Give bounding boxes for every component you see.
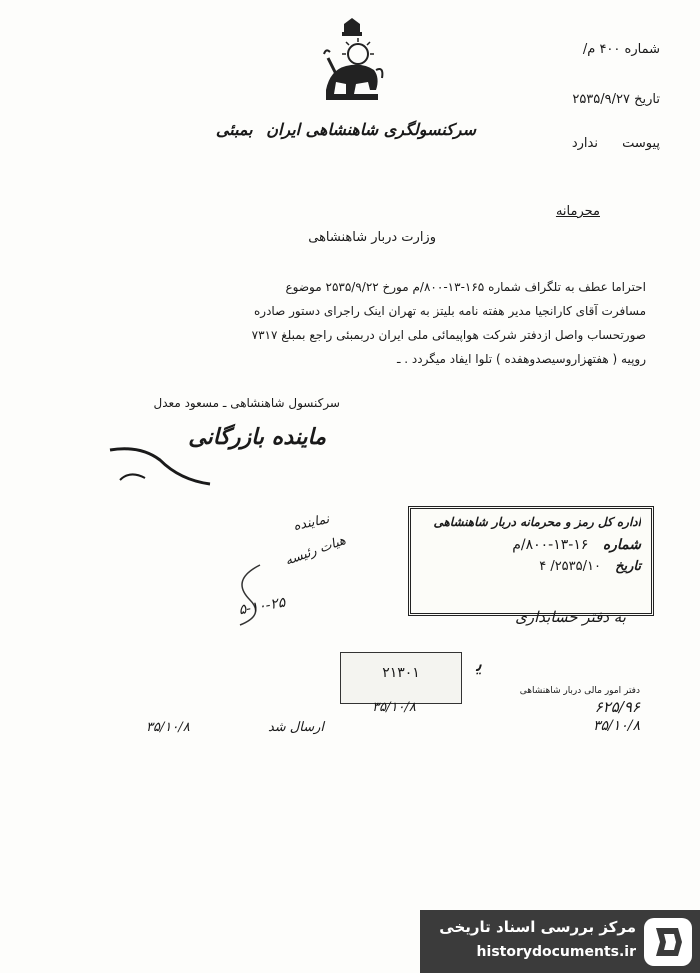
watermark-band [420, 910, 700, 973]
date-label: تاریخ [634, 92, 660, 107]
small-stamp-receipt [340, 652, 462, 704]
stamp-date-value: ۲۵۳۵/۱۰/ ۴ [539, 559, 601, 574]
watermark-title: مرکز بررسی اسناد تاریخی [439, 918, 636, 936]
stamp-date-row [421, 559, 641, 574]
body-line-2: مسافرت آقای کارانجیا مدیر هفته نامه بلیتز به تهران اینک راجرای دستور صادره [254, 304, 646, 318]
signatory-line: سرکنسول شاهنشاهی ـ مسعود معدل [153, 396, 340, 410]
finance-stamp-line-2: ۶۲۵/۹۶ [594, 698, 640, 716]
number-label: شماره [624, 42, 660, 57]
annotation-right: به دفتر حسابداری [515, 608, 626, 626]
attachment-value: ندارد [571, 136, 598, 151]
watermark-logo-icon [642, 916, 694, 968]
annotation-bottom-sent: ارسال شد [267, 720, 324, 735]
finance-stamp-line-1: دفتر امور مالی دربار شاهنشاهی [519, 686, 640, 696]
lion-and-sun-emblem [316, 18, 388, 110]
body-line-3: صورتحساب واصل ازدفتر شرکت هواپیمائی ملی ایران دربمبئی راجع بمبلغ ۷۳۱۷ [251, 328, 646, 342]
signature-flourish [100, 440, 220, 490]
finance-stamp-line-3: ۳۵/۱۰/۸ [592, 718, 640, 734]
date-value: ۲۵۳۵/۹/۲۷ [572, 92, 630, 107]
finance-office-stamp [500, 686, 640, 734]
stamp-date-label: تاریخ [615, 559, 641, 574]
initial-mark: ﯾ [476, 652, 483, 677]
annotation-bottom-date: ۳۵/۱۰/۸ [146, 720, 190, 735]
body-line-4: روپیه ( هفتهزاروسیصدوهفده ) تلوا ایفاد میگردد . ـ [396, 352, 646, 366]
recipient-line: وزارت دربار شاهنشاهی [308, 230, 436, 245]
annotation-left-2: هیات رئیسه [283, 533, 348, 569]
classification-label: محرمانه [555, 204, 600, 219]
body-line-1: احتراما عطف به تلگراف شماره ۱۶۵-۱۳-۸۰۰/م مورخ ۲۵۳۵/۹/۲۲ موضوع [285, 280, 646, 294]
stamp-number-label: شماره [602, 537, 641, 553]
consulate-name: سرکنسولگری شاهنشاهی ایران [266, 120, 476, 139]
small-stamp-receipt-date: ۳۵/۱۰/۸ [372, 700, 416, 715]
stamp-number-row [421, 537, 641, 553]
stamp-office-name: اداره کل رمز و محرمانه دربار شاهنشاهی [433, 515, 641, 529]
signature-text: ماینده بازرگانی [188, 424, 326, 450]
annotation-left-1: نماینده [292, 511, 331, 535]
registry-stamp [408, 506, 654, 616]
number-value: ۴۰۰ م/ [582, 42, 621, 57]
letter-date [490, 92, 660, 107]
consulate-heading [215, 120, 476, 139]
watermark-url: historydocuments.ir [476, 944, 636, 960]
letter-body [120, 280, 646, 376]
small-stamp-receipt-number: ۲۱۳۰۱ [382, 665, 420, 681]
consulate-city: بمبئی [215, 120, 253, 139]
annotation-left-3: ۵-۱۰-۲۵ [237, 594, 287, 619]
letter-number [520, 42, 660, 57]
letter-attachment [520, 136, 660, 151]
attachment-label: پیوست [622, 136, 660, 151]
stamp-number-value: ۱۶-۱۳-۸۰۰/م [512, 537, 589, 553]
